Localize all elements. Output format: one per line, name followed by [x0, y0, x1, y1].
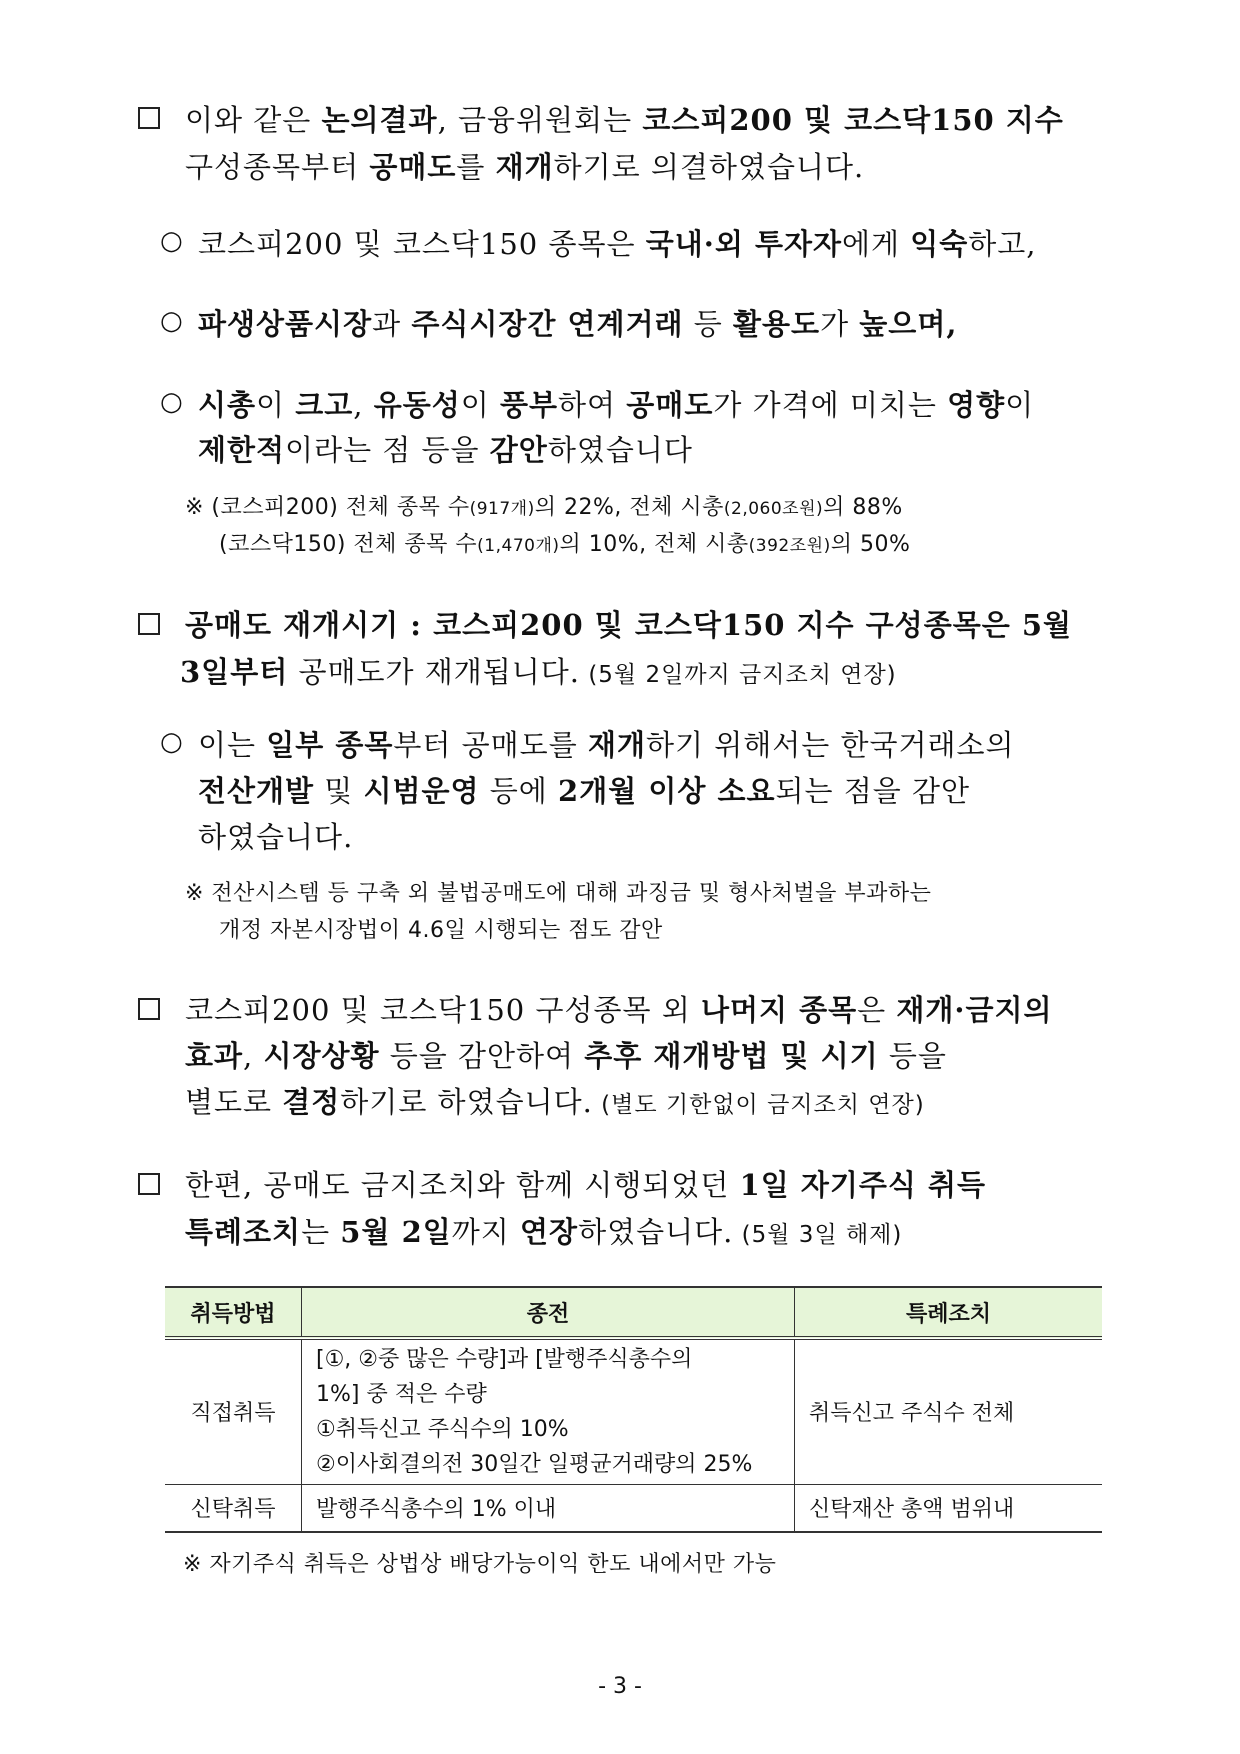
- checkbox-square-icon: [138, 998, 160, 1020]
- s4-line-2: 특례조치는 5월 2일까지 연장하였습니다. (5월 3일 해제): [185, 1215, 903, 1249]
- s1-bullet-1: 코스피200 및 코스닥150 종목은 국내·외 투자자에게 익숙하고,: [198, 227, 1037, 261]
- s1-note-1: ※ (코스피200) 전체 종목 수(917개)의 22%, 전체 시총(2,060조원)의 88%: [185, 495, 903, 520]
- header-special: 특례조치: [795, 1287, 1103, 1338]
- header-method: 취득방법: [165, 1287, 302, 1338]
- s3-line-3: 별도로 결정하기로 하였습니다. (별도 기한없이 금지조치 연장): [185, 1085, 925, 1119]
- circle-bullet-icon: ○: [160, 387, 183, 417]
- s1-bullet-2: 파생상품시장과 주식시장간 연계거래 등 활용도가 높으며,: [198, 307, 958, 341]
- s4-line-1: 한편, 공매도 금지조치와 함께 시행되었던 1일 자기주식 취득: [185, 1168, 987, 1202]
- acquisition-table: [165, 1286, 1102, 1533]
- s3-line-1: 코스피200 및 코스닥150 구성종목 외 나머지 종목은 재개·금지의: [185, 993, 1053, 1027]
- s2-bullet-1-line-3: 하였습니다.: [198, 820, 354, 854]
- s1-bullet-3-line-2: 제한적이라는 점 등을 감안하였습니다: [198, 433, 693, 467]
- table-row: [165, 1484, 1102, 1532]
- s1-line-2: 구성종목부터 공매도를 재개하기로 의결하였습니다.: [185, 150, 865, 184]
- header-before: 종전: [302, 1287, 795, 1338]
- checkbox-square-icon: [138, 107, 160, 129]
- circle-bullet-icon: ○: [160, 727, 183, 757]
- page-number: - 3 -: [598, 1674, 642, 1699]
- s2-line-2: 3일부터 공매도가 재개됩니다. (5월 2일까지 금지조치 연장): [180, 655, 897, 689]
- s1-line-1: 이와 같은 논의결과, 금융위원회는 코스피200 및 코스닥150 지수: [185, 103, 1064, 137]
- circle-bullet-icon: ○: [160, 306, 183, 336]
- circle-bullet-icon: ○: [160, 226, 183, 256]
- cell-special: 취득신고 주식수 전체: [795, 1338, 1103, 1484]
- table-note: ※ 자기주식 취득은 상법상 배당가능이익 한도 내에서만 가능: [183, 1552, 777, 1577]
- s2-note-2: 개정 자본시장법이 4.6일 시행되는 점도 감안: [219, 918, 663, 943]
- table-row: [165, 1338, 1102, 1484]
- cell-before: 발행주식총수의 1% 이내: [302, 1484, 795, 1532]
- s3-line-2: 효과, 시장상황 등을 감안하여 추후 재개방법 및 시기 등을: [185, 1039, 947, 1073]
- checkbox-square-icon: [138, 613, 160, 635]
- cell-method: 신탁취득: [165, 1484, 302, 1532]
- cell-method: 직접취득: [165, 1338, 302, 1484]
- table-header-row: [165, 1287, 1102, 1338]
- s2-note-1: ※ 전산시스템 등 구축 외 불법공매도에 대해 과징금 및 형사처벌을 부과하는: [185, 881, 932, 906]
- s1-note-2: (코스닥150) 전체 종목 수(1,470개)의 10%, 전체 시총(392조원)의 50%: [219, 532, 911, 557]
- s1-bullet-3-line-1: 시총이 크고, 유동성이 풍부하여 공매도가 가격에 미치는 영향이: [198, 388, 1035, 422]
- checkbox-square-icon: [138, 1173, 160, 1195]
- s2-line-1: 공매도 재개시기 : 코스피200 및 코스닥150 지수 구성종목은 5월: [185, 608, 1073, 642]
- cell-before: [①, ②중 많은 수량]과 [발행주식총수의 1%] 중 적은 수량 ①취득신고 주식수의 10% ②이사회결의전 30일간 일평균거래량의 25%: [302, 1338, 795, 1484]
- s2-bullet-1-line-1: 이는 일부 종목부터 공매도를 재개하기 위해서는 한국거래소의: [198, 728, 1015, 762]
- cell-special: 신탁재산 총액 범위내: [795, 1484, 1103, 1532]
- s2-bullet-1-line-2: 전산개발 및 시범운영 등에 2개월 이상 소요되는 점을 감안: [198, 774, 971, 808]
